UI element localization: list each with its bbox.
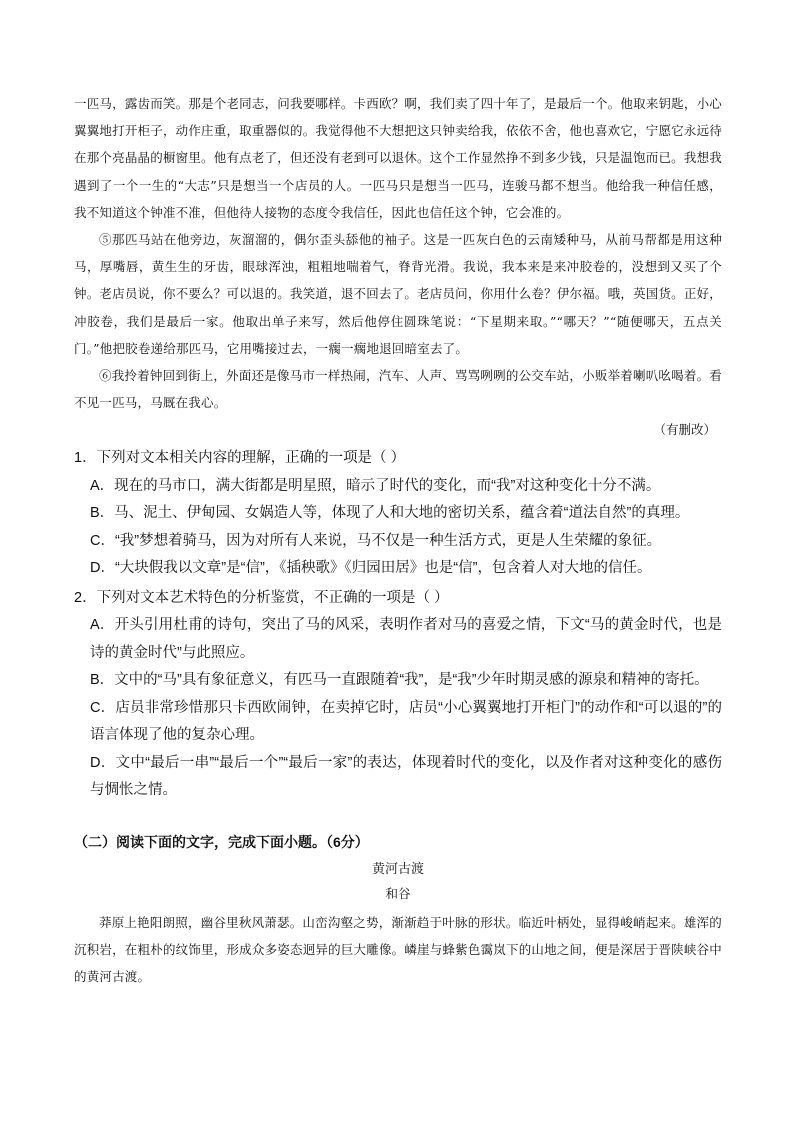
source-note: （有删改） — [653, 422, 716, 438]
question-option: C．“我”梦想着骑马，因为对所有人来说，马不仅是一种生活方式，更是人生荣耀的象征。 — [90, 532, 662, 549]
question-option: A．现在的马市口，满大街都是明星照，暗示了时代的变化，而“我”对这种变化十分不满。 — [90, 477, 661, 494]
question-option: D．“大块假我以文章”是“信”，《插秧歌》《归园田居》也是“信”，包含着人对大地的信任。 — [90, 560, 652, 577]
question-option: D．文中“最后一串”“最后一个”“最后一家”的表达，体现着时代的变化，以及作者对这种变化的感伤与惆怅之情。 — [90, 754, 722, 799]
passage-paragraph-6: ⑥我拎着钟回到街上，外面还是像马市一样热闹，汽车、人声、骂骂咧咧的公交车站，小贩举着喇叭吆喝着。看不见一匹马，马厩在我心。 — [74, 368, 722, 411]
question-stem: 1．下列对文本相关内容的理解，正确的一项是（ ） — [74, 450, 406, 467]
question-1 — [74, 445, 722, 583]
essay-paragraph-1: 莽原上艳阳朗照，幽谷里秋风萧瑟。山峦沟壑之势，渐渐趋于叶脉的形状。临近叶柄处，显得峻峭起来。雄浑的沉积岩，在粗朴的纹饰里，形成众多姿态迥异的巨大雕像。嶙崖与蜂紫色霭岚下的山地之间，便是深居于晋陕峡谷中的黄河古渡。 — [74, 914, 722, 985]
question-option: B．文中的“马”具有象征意义，有匹马一直跟随着“我”，是“我”少年时期灵感的源泉和精神的寄托。 — [90, 672, 709, 689]
question-option: B．马、泥土、伊甸园、女娲造人等，体现了人和大地的密切关系，蕴含着“道法自然”的真理。 — [90, 505, 690, 522]
passage-paragraph-5: ⑤那匹马站在他旁边，灰溜溜的，偶尔歪头舔他的袖子。这是一匹灰白色的云南矮种马，从前马帮都是用这种马，厚嘴唇，黄生生的牙齿，眼球浑浊，粗粗地喘着气，脊背光滑。我说，我本来是来冲胶卷的，没想到又买了个钟。老店员说，你不要么？可以退的。我笑道，退不回去了。老店员问，你用什么卷？伊尔福。哦，英国货。正好，冲胶卷，我们是最后一家。他取出单子来写，然后他停住圆珠笔说：“下星期来取。”“哪天？”“随便哪天，五点关门。”他把胶卷递给那匹马，它用嘴接过去，一瘸一瘸地退回暗室去了。 — [74, 232, 722, 356]
question-option: C．店员非常珍惜那只卡西欧闹钟，在卖掉它时，店员“小心翼翼地打开柜门”的动作和“可以退的”的语言体现了他的复杂心理。 — [90, 699, 722, 744]
essay-author: 和谷 — [385, 885, 411, 901]
question-2 — [74, 585, 722, 805]
section-heading: （二）阅读下面的文字，完成下面小题。（6分） — [74, 833, 369, 850]
essay-title: 黄河古渡 — [371, 861, 424, 877]
question-option: A．开头引用杜甫的诗句，突出了马的风采，表明作者对马的喜爱之情，下文“马的黄金时代，也是诗的黄金时代”与此照应。 — [90, 617, 722, 661]
page-body — [74, 90, 722, 991]
passage-paragraph-4: 一匹马，露齿而笑。那是个老同志，问我要哪样。卡西欧？啊，我们卖了四十年了，是最后一个。他取来钥匙，小心翼翼地打开柜子，动作庄重，取重器似的。我觉得他不大想把这只钟卖给我，依依不舍，他也喜欢它，宁愿它永远待在那个亮晶晶的橱窗里。他有点老了，但还没有老到可以退休。这个工作显然挣不到多少钱，只是温饱而已。我想我遇到了一个一生的“大志”只是想当一个店员的人。一匹马只是想当一匹马，连骏马都不想当。他给我一种信任感，我不知道这个钟准不准，但他待人接物的态度令我信任，因此也信任这个钟，它会准的。 — [74, 96, 722, 220]
question-stem: 2．下列对文本艺术特色的分析鉴赏，不正确的一项是（ ） — [74, 589, 449, 606]
